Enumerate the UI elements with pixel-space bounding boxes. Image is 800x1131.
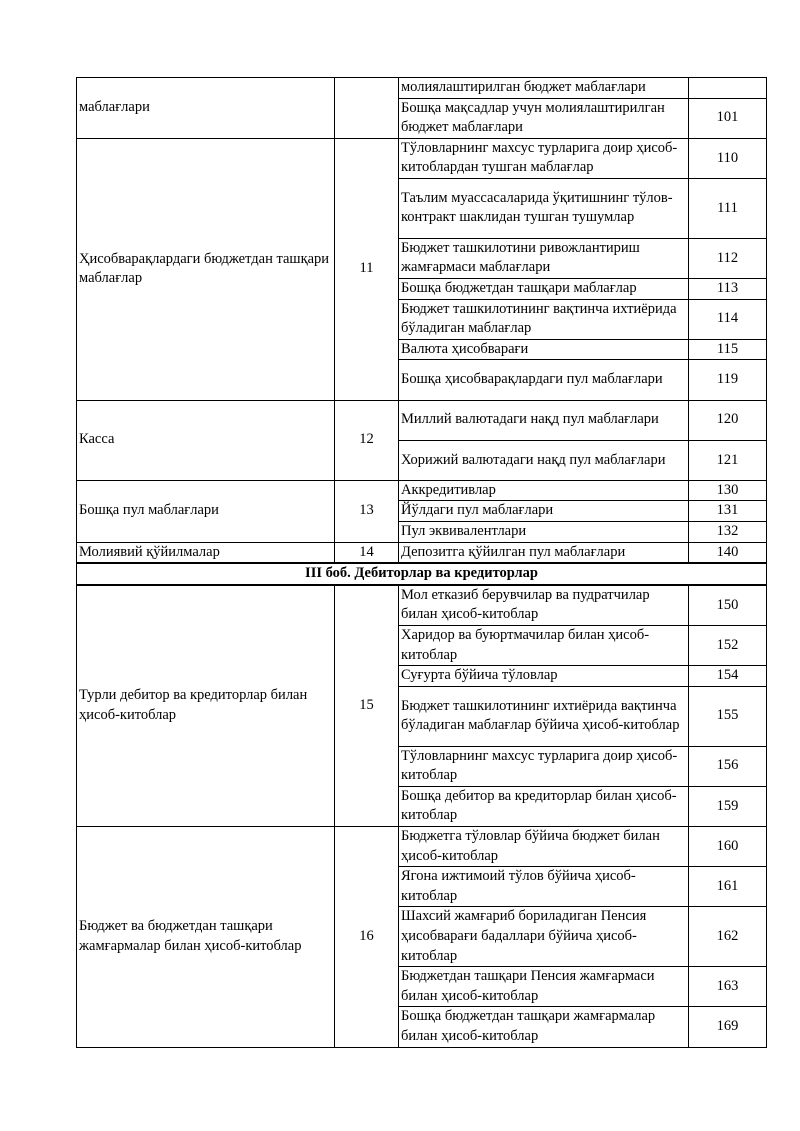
account-name-cell: молиялаштирилган бюджет маблағлари bbox=[399, 78, 689, 99]
account-number-cell: 140 bbox=[689, 542, 767, 563]
group-code-cell: 15 bbox=[335, 585, 399, 827]
account-name-cell: Тўловларнинг махсус турларига доир ҳисоб-китоблар bbox=[399, 746, 689, 786]
account-number-cell: 121 bbox=[689, 440, 767, 480]
group-code-cell: 13 bbox=[335, 480, 399, 542]
account-number-cell: 162 bbox=[689, 907, 767, 967]
account-number-cell: 113 bbox=[689, 278, 767, 299]
group-name-cell: Молиявий қўйилмалар bbox=[77, 542, 335, 563]
account-number-cell: 155 bbox=[689, 686, 767, 746]
account-name-cell: Суғурта бўйича тўловлар bbox=[399, 666, 689, 687]
table-row bbox=[77, 138, 767, 178]
account-number-cell: 132 bbox=[689, 522, 767, 543]
account-name-cell: Хорижий валютадаги нақд пул маблағлари bbox=[399, 440, 689, 480]
account-number-cell: 160 bbox=[689, 827, 767, 867]
table-row bbox=[77, 400, 767, 440]
account-name-cell: Мол етказиб берувчилар ва пудратчилар билан ҳисоб-китоблар bbox=[399, 585, 689, 626]
account-number-cell: 156 bbox=[689, 746, 767, 786]
account-number-cell: 154 bbox=[689, 666, 767, 687]
account-number-cell: 130 bbox=[689, 480, 767, 501]
table-row bbox=[77, 78, 767, 99]
group-name-cell: Касса bbox=[77, 400, 335, 480]
account-name-cell: Бюджет ташкилотини ривожлантириш жамғармаси маблағлари bbox=[399, 238, 689, 278]
account-number-cell: 159 bbox=[689, 786, 767, 826]
account-number-cell: 119 bbox=[689, 360, 767, 400]
account-number-cell: 112 bbox=[689, 238, 767, 278]
chapter-heading-row bbox=[77, 563, 767, 585]
group-code-cell: 14 bbox=[335, 542, 399, 563]
group-name-cell: Бошқа пул маблағлари bbox=[77, 480, 335, 542]
account-number-cell: 114 bbox=[689, 299, 767, 339]
table-row bbox=[77, 480, 767, 501]
group-code-cell bbox=[335, 78, 399, 139]
account-number-cell: 161 bbox=[689, 867, 767, 907]
account-name-cell: Бошқа бюджетдан ташқари маблағлар bbox=[399, 278, 689, 299]
account-number-cell: 110 bbox=[689, 138, 767, 178]
group-code-cell: 16 bbox=[335, 827, 399, 1048]
account-number-cell: 152 bbox=[689, 626, 767, 666]
account-number-cell: 131 bbox=[689, 501, 767, 522]
table-row bbox=[77, 585, 767, 626]
group-name-cell: маблағлари bbox=[77, 78, 335, 139]
account-name-cell: Депозитга қўйилган пул маблағлари bbox=[399, 542, 689, 563]
account-name-cell: Ягона ижтимоий тўлов бўйича ҳисоб-китоблар bbox=[399, 867, 689, 907]
table-row bbox=[77, 542, 767, 563]
account-name-cell: Бюджет ташкилотининг вақтинча ихтиёрида бўладиган маблағлар bbox=[399, 299, 689, 339]
account-name-cell: Бюджет ташкилотининг ихтиёрида вақтинча бўладиган маблағлар бўйича ҳисоб-китоблар bbox=[399, 686, 689, 746]
account-name-cell: Харидор ва буюртмачилар билан ҳисоб-китоблар bbox=[399, 626, 689, 666]
account-name-cell: Таълим муассасаларида ўқитишнинг тўлов-контракт шаклидан тушган тушумлар bbox=[399, 178, 689, 238]
account-name-cell: Пул эквивалентлари bbox=[399, 522, 689, 543]
account-name-cell: Бюджетга тўловлар бўйича бюджет билан ҳисоб-китоблар bbox=[399, 827, 689, 867]
account-number-cell: 101 bbox=[689, 98, 767, 138]
account-number-cell: 111 bbox=[689, 178, 767, 238]
account-name-cell: Бошқа мақсадлар учун молиялаштирилган бюджет маблағлари bbox=[399, 98, 689, 138]
group-name-cell: Ҳисобварақлардаги бюджетдан ташқари маблағлар bbox=[77, 138, 335, 400]
group-name-cell: Турли дебитор ва кредиторлар билан ҳисоб-китоблар bbox=[77, 585, 335, 827]
table-row bbox=[77, 827, 767, 867]
account-number-cell: 163 bbox=[689, 967, 767, 1007]
account-number-cell bbox=[689, 78, 767, 99]
account-name-cell: Тўловларнинг махсус турларига доир ҳисоб-китоблардан тушган маблағлар bbox=[399, 138, 689, 178]
group-name-cell: Бюджет ва бюджетдан ташқари жамғармалар билан ҳисоб-китоблар bbox=[77, 827, 335, 1048]
document-page bbox=[76, 77, 766, 1048]
account-number-cell: 120 bbox=[689, 400, 767, 440]
group-code-cell: 12 bbox=[335, 400, 399, 480]
account-name-cell: Валюта ҳисобварағи bbox=[399, 339, 689, 360]
account-number-cell: 169 bbox=[689, 1007, 767, 1047]
account-name-cell: Бошқа ҳисобварақлардаги пул маблағлари bbox=[399, 360, 689, 400]
group-code-cell: 11 bbox=[335, 138, 399, 400]
account-name-cell: Бошқа дебитор ва кредиторлар билан ҳисоб-китоблар bbox=[399, 786, 689, 826]
account-name-cell: Аккредитивлар bbox=[399, 480, 689, 501]
account-name-cell: Бюджетдан ташқари Пенсия жамғармаси билан ҳисоб-китоблар bbox=[399, 967, 689, 1007]
account-name-cell: Миллий валютадаги нақд пул маблағлари bbox=[399, 400, 689, 440]
account-number-cell: 150 bbox=[689, 585, 767, 626]
chapter-title: III боб. Дебиторлар ва кредиторлар bbox=[77, 563, 767, 585]
account-number-cell: 115 bbox=[689, 339, 767, 360]
account-name-cell: Бошқа бюджетдан ташқари жамғармалар билан ҳисоб-китоблар bbox=[399, 1007, 689, 1047]
account-name-cell: Йўлдаги пул маблағлари bbox=[399, 501, 689, 522]
accounts-table bbox=[76, 77, 767, 1048]
account-name-cell: Шахсий жамғариб бориладиган Пенсия ҳисобварағи бадаллари бўйича ҳисоб-китоблар bbox=[399, 907, 689, 967]
